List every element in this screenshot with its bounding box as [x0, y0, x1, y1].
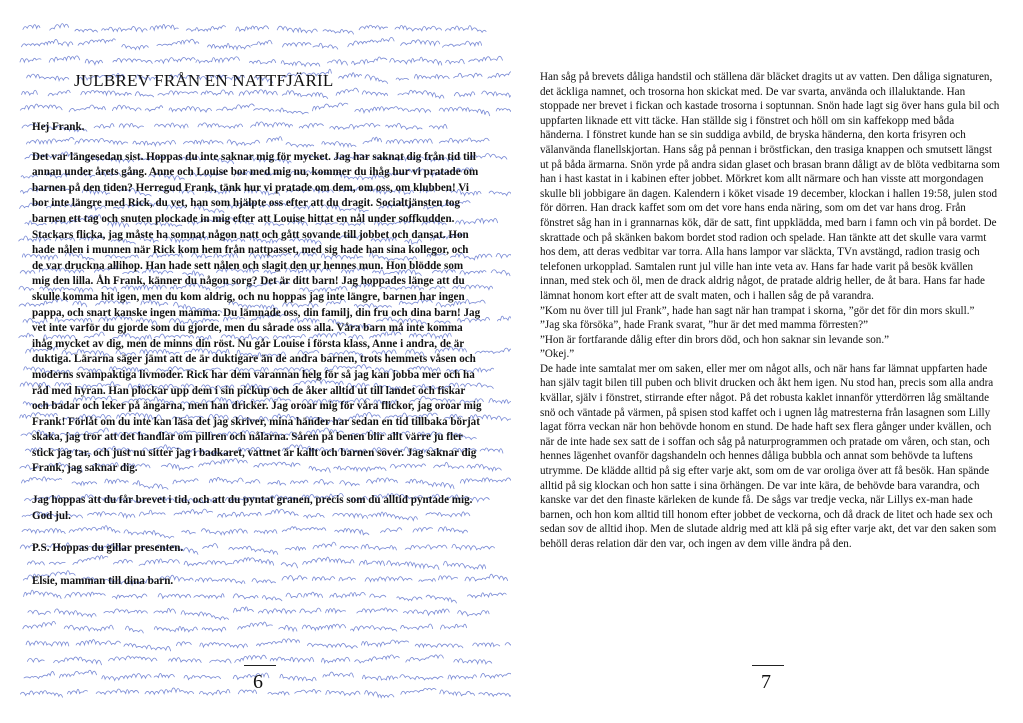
handwriting-stroke	[363, 675, 398, 680]
handwriting-stroke	[184, 675, 221, 679]
handwriting-stroke	[75, 29, 98, 32]
handwriting-stroke	[257, 639, 300, 646]
handwriting-stroke	[400, 675, 443, 680]
story-text	[540, 70, 1000, 552]
handwriting-stroke	[194, 594, 224, 599]
letter-text	[32, 120, 482, 589]
handwriting-stroke	[448, 675, 477, 679]
handwriting-stroke	[169, 658, 202, 663]
handwriting-stroke	[262, 596, 282, 601]
handwriting-stroke	[426, 595, 456, 603]
handwriting-stroke	[489, 399, 511, 404]
handwriting-stroke	[397, 597, 422, 601]
handwriting-stroke	[326, 690, 360, 695]
handwriting-stroke	[158, 594, 191, 599]
right-page	[512, 0, 1023, 723]
handwriting-stroke	[446, 59, 465, 63]
handwriting-stroke	[403, 609, 449, 615]
handwriting-stroke	[236, 26, 269, 31]
handwriting-stroke	[23, 25, 40, 30]
handwriting-stroke	[442, 41, 481, 47]
handwriting-stroke	[196, 57, 240, 63]
handwriting-stroke	[482, 91, 511, 98]
handwriting-stroke	[154, 626, 197, 631]
handwriting-stroke	[370, 594, 386, 598]
handwriting-stroke	[283, 42, 311, 47]
story-paragraph: ”Jag ska försöka”, hade Frank svarat, ”hur är det med mamma förresten?”	[540, 319, 869, 332]
handwriting-stroke	[481, 669, 511, 678]
handwriting-stroke	[24, 590, 62, 599]
handwriting-stroke	[26, 641, 69, 646]
handwriting-stroke	[64, 625, 113, 631]
handwriting-stroke	[125, 626, 143, 633]
handwriting-stroke	[200, 643, 248, 648]
handwriting-stroke	[238, 622, 273, 629]
handwriting-stroke	[199, 689, 230, 695]
handwriting-stroke	[23, 621, 56, 628]
handwriting-stroke	[22, 39, 73, 46]
handwriting-stroke	[365, 691, 394, 698]
handwriting-stroke	[54, 657, 102, 665]
handwriting-stroke	[112, 594, 147, 599]
handwriting-stroke	[489, 191, 511, 199]
story-paragraph: Han såg på brevets dåliga handstil och ställena där bläcket dragits ut av vatten. Den dåliga signaturen, det äckliga namnet, och trosorna hon skickat med. De var svarta, använda och illaluktande. Han stoppade ner brevet i fickan och kastade trosorna i soptunnan. Snön hade lagt sig över hans gula bil och uppfarten liknade ett vitt täcke. Han ställde sig i fönstret och höll om sin kaffekopp med båda händerna. I fönstret kunde han se sin suddiga avbild, de bryska händerna, den korta frisyren och välanvända flanellskjortan. Hans såg på pennan i bröstfickan, den trasiga knappen och smutsett längst ut på båda ärmarna. Snön yrde på andra sidan glaset och brasan brann dåligt av de blöta vedbitarna som han i hast kastat in i kabinen efter jobbet. Mörkret kom allt närmare och han visste att morgondagen skulle bli jobbigare än dagen. Kalendern i köket visade 19 december, klockan i hallen 19:58, julen stod för dörren. Han drack kaffet som om det vore hans enda näring, som om det var hans drog. Från fönstret såg han in i grannarnas kök, där de satt, fint uppklädda, med barn i famn och vin på bordet. De skrattade och på skänken bakom bordet stod radion och spelade. Han tänkte att det skulle vara varmt hos dem, att deras vedbitar var torra. Alla hans lampor var släckta, TVn avstängd, radion trasig och telefonen urkopplad. Samtalen runt jul ville han inte veta av. Hans far hade varit på besök kvällen innan, med stek och öl, men de drack aldrig något, de pratade aldrig heller, de åt bara. Hans far hade lämnat honom kort efter att de svalt maten, och i hallen såg de på varandra.	[540, 71, 1000, 302]
handwriting-stroke	[20, 58, 41, 62]
handwriting-stroke	[104, 609, 147, 613]
handwriting-stroke	[445, 26, 486, 33]
handwriting-stroke	[473, 643, 500, 647]
letter-greeting: Hej Frank.	[32, 121, 85, 133]
handwriting-stroke	[348, 37, 394, 46]
handwriting-stroke	[497, 316, 511, 321]
handwriting-stroke	[280, 674, 316, 681]
handwriting-stroke	[401, 624, 433, 630]
handwriting-stroke	[279, 625, 297, 631]
handwriting-stroke	[357, 608, 398, 613]
handwriting-stroke	[454, 659, 492, 664]
handwriting-stroke	[277, 26, 317, 33]
handwriting-stroke	[124, 644, 171, 651]
handwriting-stroke	[85, 59, 102, 64]
letter-signature: Elsie, mamman till dina barn.	[32, 574, 174, 587]
handwriting-stroke	[300, 608, 321, 613]
page-number-right: 7	[746, 670, 786, 694]
handwriting-stroke	[355, 655, 400, 663]
handwriting-stroke	[351, 626, 397, 632]
handwriting-stroke	[488, 72, 511, 78]
handwriting-stroke	[176, 642, 191, 646]
handwriting-stroke	[440, 690, 475, 696]
handwriting-stroke	[328, 60, 348, 65]
handwriting-stroke	[24, 671, 55, 678]
handwriting-stroke	[505, 643, 511, 647]
handwriting-stroke	[258, 609, 296, 614]
handwriting-stroke	[154, 673, 174, 677]
handwriting-stroke	[270, 657, 314, 662]
handwriting-stroke	[401, 40, 440, 46]
handwriting-stroke	[150, 24, 178, 30]
handwriting-stroke	[109, 656, 157, 661]
handwriting-stroke	[467, 593, 506, 598]
handwriting-stroke	[491, 270, 510, 276]
handwriting-stroke	[68, 689, 88, 694]
chapter-title: JULBREV FRÅN EN NATTFJÄRIL	[74, 71, 334, 90]
handwriting-stroke	[352, 57, 387, 65]
handwriting-stroke	[102, 673, 151, 680]
handwriting-stroke	[326, 608, 346, 612]
letter-body: Det var längesedan sist. Hoppas du inte saknar mig för mycket. Jag har saknat dig från tid till annan under årets gång. Anne och Louise bor med mig nu, kommer du ihåg hur vi pratade om barnen på den tiden? Herregud Frank, tänk hur vi pratade om dem, om oss, om klubben! Vi bor inte längre med Rick, du vet, han som hjälpte oss efter att du dragit. Socialtjänsten tog barnen ett tag och snuten plockade in mig efter att Louise hittat en nål under soffkudden. Stackars flicka, jag måste ha somnat någon natt och gått sovande till jobbet och dansat. Hon hade nålen i munnen när Rick kom hem från nattpasset, med sig hade han sina kollegor, och de var druckna allihop. Han hade sett nålen och slagit den ur hennes mun. Hon blödde som mig den lilla. Åh Frank, känner du någon sorg? Det är ditt barn! Jag hoppades länge att du skulle komma hit igen, men du kom aldrig, och nu hoppas jag inte längre, barnen har ingen pappa, och snart kanske ingen mamma. Du lämnade oss, din familj, din fru och dina barn! Jag vet inte varför du gjorde som du gjorde, men du sårade oss alla. Våra barn må inte komma ihåg mycket av dig, men de minns din röst. Nu går Louise i första klass, Anne i andra, de är duktiga. Lärarna säger jämt att de är duktigare än de andra barnen, trots hemmets våsen och moderns svampaktiga livmoder. Rick har dem varannan helg för så jag kan jobba mer och ha råd med hyran. Han plockar upp dem i sin pickup och de åker alltid ut till landet och fiskar och badar och leker på ängarna, men han dricker. Jag oroar mig för våra flickor, jag oroar mig Frank! Förlåt om du inte kan läsa det jag skriver, mina händer har sedan en tid tillbaka börjat skaka, jag tror att det handlar om pillren och nålarna. Såren på benen blir allt värre ju fler stick jag tar, och just nu sitter jag i badkaret, vattnet är kallt och barnen sover. Jag saknar dig Frank, jag saknar dig.	[32, 150, 482, 475]
handwriting-stroke	[186, 26, 225, 32]
handwriting-stroke	[210, 659, 231, 663]
handwriting-stroke	[50, 24, 69, 30]
handwriting-stroke	[157, 39, 199, 45]
handwriting-stroke	[60, 670, 97, 678]
handwriting-stroke	[469, 56, 503, 61]
handwriting-stroke	[251, 40, 272, 46]
handwriting-stroke	[313, 43, 338, 49]
handwriting-stroke	[496, 105, 511, 111]
handwriting-stroke	[202, 627, 226, 631]
story-paragraph: ”Kom nu över till jul Frank”, hade han sagt när han trampat i skorna, ”gör det för din mors skull.”	[540, 304, 975, 317]
left-page	[0, 0, 511, 723]
handwriting-stroke	[65, 592, 105, 598]
handwriting-stroke	[390, 57, 442, 65]
handwriting-stroke	[395, 25, 442, 31]
handwriting-stroke	[27, 658, 44, 662]
handwriting-stroke	[233, 594, 258, 599]
handwriting-stroke	[330, 592, 366, 597]
handwriting-stroke	[54, 609, 96, 617]
story-paragraph: ”Okej.”	[540, 348, 575, 361]
handwriting-stroke	[122, 45, 149, 50]
handwriting-stroke	[76, 640, 120, 646]
handwriting-stroke	[155, 58, 195, 64]
handwriting-stroke	[440, 624, 466, 629]
handwriting-stroke	[307, 643, 357, 648]
handwriting-stroke	[322, 657, 350, 662]
handwriting-stroke	[181, 611, 228, 620]
handwriting-stroke	[49, 56, 80, 62]
letter-postscript: P.S. Hoppas du gillar presenten.	[32, 542, 184, 555]
handwriting-stroke	[458, 610, 490, 616]
story-paragraph: De hade inte samtalat mer om saken, eller mer om något alls, och när hans far lämnat uppfarten hade han själv tagit bilen till puben och blivit drucken och åkt hem igen. Nu stod han, precis som alla andra kvällar, själv i fönstret, stirrande efter något. På det robusta kaklet innanför ytterdörren låg smältande snö och väntade på värmen, på spisen stod kaffet och i ugnen låg matresterna från lasagnen som Lilly lagat förra veckan när hon behövde honom en stund. De hade haft sex flera gånger under kvällen, och när de inte hade sex satt de i soffan och såg på naturprogrammen och pratade om våren, och stan, och hennes lägenhet ovanför dagshandeln och hennes dåliga bubbla och annat som behövde ta luftens utrymme. De klädde alltid på sig efter varje akt, som om de var oroliga över att få besök. Han spände alltid på sig klockan och hon satte i sina örhängen. De var inte kära, de behövde bara varandra, och kanske var det den finaste kärleken de kunde få. De sågs var tredje vecka, när Lillys ex-man hade barnen, och hon kom alltid till honom efter jobbet de veckorna, och då drack de litet och hade sex och sedan sov de alltid ihop. Men de slutade aldrig med att klä på sig efter varje akt, det var den saken som behöll deras relation där den var, och ingen av dem ville ändra på den.	[540, 362, 997, 550]
handwriting-stroke	[102, 26, 148, 31]
handwriting-stroke	[20, 691, 62, 698]
page-number-left: 6	[238, 670, 278, 694]
handwriting-stroke	[480, 448, 503, 453]
handwriting-stroke	[78, 39, 115, 46]
handwriting-stroke	[323, 672, 354, 677]
handwriting-stroke	[496, 253, 511, 258]
handwriting-stroke	[208, 43, 251, 49]
handwriting-stroke	[281, 61, 320, 67]
handwriting-stroke	[406, 655, 444, 662]
handwriting-stroke	[96, 689, 138, 694]
handwriting-stroke	[304, 592, 323, 597]
handwriting-stroke	[302, 624, 345, 630]
handwriting-stroke	[362, 640, 409, 646]
handwriting-stroke	[113, 58, 152, 63]
handwriting-stroke	[28, 610, 51, 614]
handwriting-stroke	[359, 25, 387, 30]
handwriting-stroke	[235, 655, 267, 662]
handwriting-stroke	[154, 608, 176, 613]
handwriting-stroke	[415, 644, 463, 648]
handwriting-stroke	[249, 60, 275, 64]
handwriting-stroke	[401, 688, 436, 694]
story-paragraph: ”Hon är fortfarande dålig efter din brors död, och hon saknar sin levande son.”	[540, 333, 890, 346]
handwriting-stroke	[234, 607, 254, 612]
handwriting-stroke	[286, 593, 302, 598]
handwriting-stroke	[295, 689, 321, 693]
handwriting-stroke	[145, 688, 194, 694]
letter-content	[32, 72, 482, 589]
letter-closing: Jag hoppas att du får brevet i tid, och att du pyntat granen, precis som du alltid pyntade mig. God jul.	[32, 494, 473, 522]
handwriting-stroke	[479, 692, 511, 697]
handwriting-stroke	[323, 30, 354, 35]
